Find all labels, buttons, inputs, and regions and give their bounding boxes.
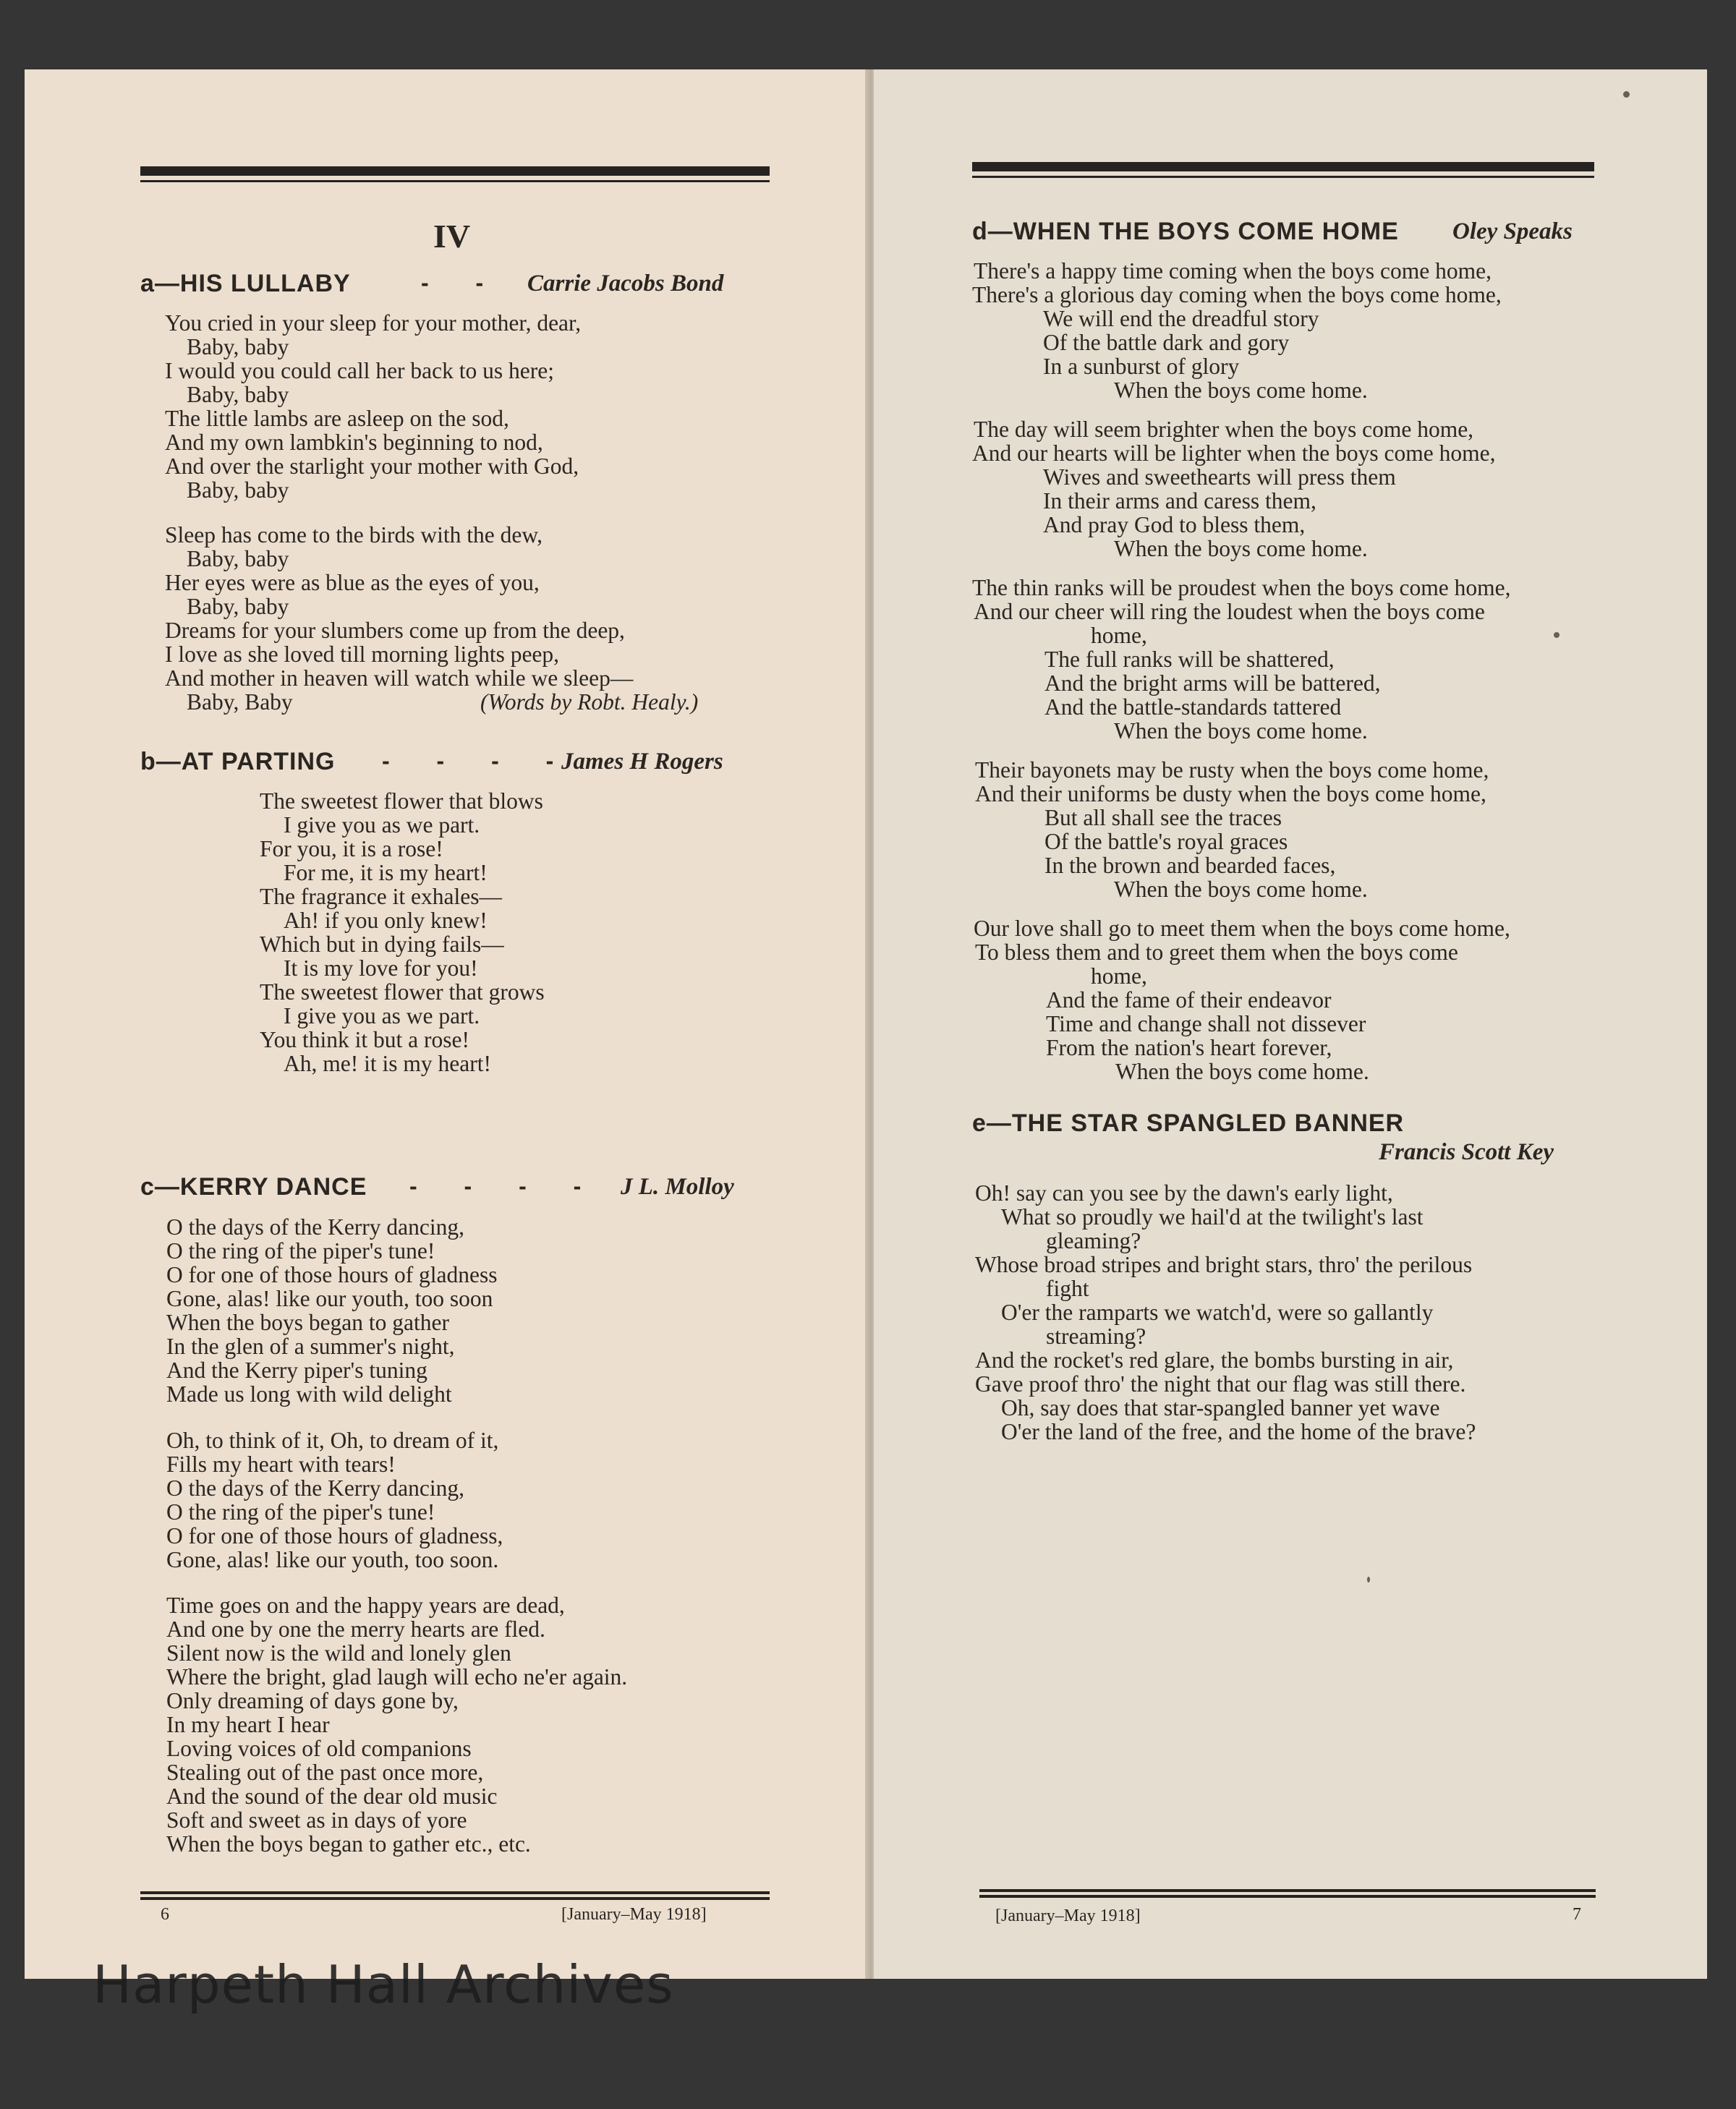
- lyric-line: Oh, say does that star-spangled banner yet wave: [1001, 1395, 1440, 1420]
- lyric-line: And the Kerry piper's tuning: [166, 1358, 427, 1383]
- lyric-line: But all shall see the traces: [1044, 805, 1282, 830]
- lyric-line: Time goes on and the happy years are dead,: [166, 1593, 565, 1618]
- page-number: 6: [161, 1905, 169, 1924]
- lyric-line: O the ring of the piper's tune!: [166, 1238, 435, 1264]
- lyric-line: O for one of those hours of gladness,: [166, 1523, 503, 1548]
- lyric-line: Of the battle dark and gory: [1043, 330, 1290, 355]
- page-number: 7: [1573, 1905, 1581, 1924]
- lyric-line: O the ring of the piper's tune!: [166, 1499, 435, 1525]
- lyric-line: Baby, baby: [187, 594, 289, 619]
- lyric-line: Baby, baby: [187, 334, 289, 359]
- lyric-line: Where the bright, glad laugh will echo ne'er again.: [166, 1664, 628, 1690]
- lyric-line: Which but in dying fails—: [260, 932, 504, 957]
- lyric-line: Of the battle's royal graces: [1044, 829, 1288, 854]
- section-b-dashes: - - - -: [382, 748, 574, 774]
- section-d-title: d—WHEN THE BOYS COME HOME: [972, 218, 1399, 245]
- lyric-line: Baby, baby: [187, 382, 289, 407]
- bottom-rule-1: [140, 1891, 770, 1894]
- top-rule-thin: [140, 180, 770, 182]
- lyric-line: There's a glorious day coming when the boys come home,: [972, 282, 1502, 307]
- lyric-line: Gone, alas! like our youth, too soon.: [166, 1547, 499, 1572]
- section-a-composer: Carrie Jacobs Bond: [527, 270, 724, 297]
- lyric-line: Wives and sweethearts will press them: [1043, 464, 1396, 490]
- lyric-line: Ah! if you only knew!: [284, 908, 488, 933]
- lyric-line: O'er the land of the free, and the home of the brave?: [1001, 1419, 1476, 1444]
- bottom-rule-1: [979, 1889, 1596, 1892]
- lyric-line: For me, it is my heart!: [284, 860, 488, 885]
- lyric-line: I would you could call her back to us here;: [165, 358, 554, 383]
- lyric-line: Silent now is the wild and lonely glen: [166, 1640, 511, 1666]
- lyric-line: And our hearts will be lighter when the boys come home,: [972, 440, 1496, 466]
- lyric-line: Oh, to think of it, Oh, to dream of it,: [166, 1428, 499, 1453]
- lyric-line: Loving voices of old companions: [166, 1736, 472, 1761]
- lyric-line: O for one of those hours of gladness: [166, 1262, 498, 1287]
- lyric-line: fight: [1046, 1276, 1089, 1301]
- footer-date: [January–May 1918]: [995, 1906, 1141, 1925]
- top-rule-thick: [972, 162, 1594, 171]
- paper-spot: [1367, 1577, 1370, 1582]
- lyric-line: In their arms and caress them,: [1043, 488, 1316, 514]
- lyric-line: home,: [1091, 963, 1147, 989]
- lyric-line: I love as she loved till morning lights peep,: [165, 642, 560, 667]
- lyric-line: We will end the dreadful story: [1043, 306, 1319, 331]
- section-a-dashes: - -: [421, 270, 504, 296]
- lyric-line: O'er the ramparts we watch'd, were so gallantly: [1001, 1300, 1434, 1325]
- lyric-line: What so proudly we hail'd at the twilight's last: [1001, 1204, 1424, 1230]
- lyric-line: Our love shall go to meet them when the boys come home,: [974, 916, 1510, 941]
- lyric-line: Soft and sweet as in days of yore: [166, 1807, 467, 1833]
- section-b-title: b—AT PARTING: [140, 748, 336, 775]
- section-d-composer: Oley Speaks: [1452, 218, 1573, 244]
- paper-spot: [1623, 91, 1630, 98]
- bottom-rule-2: [140, 1897, 770, 1900]
- lyric-line: Only dreaming of days gone by,: [166, 1688, 459, 1713]
- section-a-title: a—HIS LULLABY: [140, 270, 351, 297]
- lyric-line: And the bright arms will be battered,: [1044, 670, 1381, 696]
- lyric-line: And over the starlight your mother with God,: [165, 453, 579, 479]
- archive-watermark: Harpeth Hall Archives: [93, 1954, 674, 2015]
- footer-date: [January–May 1918]: [561, 1905, 707, 1924]
- lyric-line: And the fame of their endeavor: [1046, 987, 1332, 1013]
- lyric-line: For you, it is a rose!: [260, 836, 443, 861]
- lyric-line: When the boys come home.: [1114, 877, 1368, 902]
- lyric-line: When the boys began to gather etc., etc.: [166, 1831, 531, 1857]
- lyric-line: And mother in heaven will watch while we sleep—: [165, 665, 634, 691]
- lyric-line: In a sunburst of glory: [1043, 354, 1240, 379]
- words-credit: (Words by Robt. Healy.): [480, 689, 699, 715]
- lyric-line: You cried in your sleep for your mother, dear,: [165, 310, 582, 336]
- lyric-line: The full ranks will be shattered,: [1044, 647, 1335, 672]
- lyric-line: streaming?: [1046, 1324, 1146, 1349]
- roman-numeral: IV: [433, 218, 471, 255]
- lyric-line: Baby, baby: [187, 546, 289, 571]
- lyric-line: When the boys come home.: [1115, 1059, 1369, 1084]
- lyric-line: Her eyes were as blue as the eyes of you,: [165, 570, 540, 595]
- lyric-line: And pray God to bless them,: [1043, 512, 1306, 537]
- top-rule-thick: [140, 166, 770, 176]
- lyric-line: When the boys began to gather: [166, 1310, 449, 1335]
- lyric-line: The sweetest flower that blows: [260, 788, 543, 814]
- section-b-composer: James H Rogers: [561, 749, 723, 775]
- right-page: [874, 69, 1707, 1979]
- lyric-line: The thin ranks will be proudest when the boys come home,: [972, 575, 1511, 600]
- left-page: [25, 69, 869, 1979]
- lyric-line: O the days of the Kerry dancing,: [166, 1475, 464, 1501]
- lyric-line: And one by one the merry hearts are fled.: [166, 1616, 545, 1642]
- lyric-line: Whose broad stripes and bright stars, thro' the perilous: [975, 1252, 1473, 1277]
- lyric-line: And my own lambkin's beginning to nod,: [165, 430, 543, 455]
- lyric-line: The fragrance it exhales—: [260, 884, 502, 909]
- lyric-line: In the glen of a summer's night,: [166, 1334, 455, 1359]
- lyric-line: I give you as we part.: [284, 1003, 480, 1028]
- paper-spot: [1554, 632, 1560, 638]
- bottom-rule-2: [979, 1895, 1596, 1898]
- lyric-line: The sweetest flower that grows: [260, 979, 545, 1005]
- lyric-line: And the battle-standards tattered: [1044, 694, 1342, 720]
- lyric-line: To bless them and to greet them when the boys come: [975, 940, 1458, 965]
- lyric-line: I give you as we part.: [284, 812, 480, 838]
- lyric-line: O the days of the Kerry dancing,: [166, 1214, 464, 1240]
- lyric-line: In my heart I hear: [166, 1712, 330, 1737]
- lyric-line: Gone, alas! like our youth, too soon: [166, 1286, 493, 1311]
- lyric-line: In the brown and bearded faces,: [1044, 853, 1336, 878]
- lyric-line: And our cheer will ring the loudest when the boys come: [974, 599, 1485, 624]
- lyric-line: And the rocket's red glare, the bombs bursting in air,: [975, 1347, 1454, 1373]
- lyric-line: Dreams for your slumbers come up from the deep,: [165, 618, 625, 643]
- lyric-line: When the boys come home.: [1114, 378, 1368, 403]
- lyric-line: Ah, me! it is my heart!: [284, 1051, 491, 1076]
- lyric-line: The little lambs are asleep on the sod,: [165, 406, 509, 431]
- lyric-line: When the boys come home.: [1114, 718, 1368, 744]
- lyric-line: Sleep has come to the birds with the dew,: [165, 522, 542, 548]
- lyric-line: There's a happy time coming when the boys come home,: [974, 258, 1492, 284]
- section-c-dashes: - - - -: [409, 1173, 602, 1199]
- lyric-line: The day will seem brighter when the boys come home,: [974, 417, 1474, 442]
- lyric-line: Stealing out of the past once more,: [166, 1760, 484, 1785]
- lyric-line: gleaming?: [1046, 1228, 1141, 1253]
- lyric-line: Baby, Baby: [187, 689, 293, 715]
- section-c-composer: J L. Molloy: [621, 1174, 734, 1200]
- lyric-line: Their bayonets may be rusty when the boys come home,: [975, 757, 1489, 783]
- lyric-line: And their uniforms be dusty when the boys come home,: [975, 781, 1486, 806]
- section-e-composer: Francis Scott Key: [1379, 1139, 1554, 1165]
- lyric-line: And the sound of the dear old music: [166, 1784, 498, 1809]
- lyric-line: Oh! say can you see by the dawn's early light,: [975, 1180, 1393, 1206]
- lyric-line: When the boys come home.: [1114, 536, 1368, 561]
- lyric-line: Gave proof thro' the night that our flag was still there.: [975, 1371, 1466, 1397]
- lyric-line: Time and change shall not dissever: [1046, 1011, 1366, 1036]
- section-e-title: e—THE STAR SPANGLED BANNER: [972, 1109, 1405, 1137]
- lyric-line: From the nation's heart forever,: [1046, 1035, 1332, 1060]
- lyric-line: You think it but a rose!: [260, 1027, 469, 1052]
- lyric-line: Made us long with wild delight: [166, 1381, 452, 1407]
- lyric-line: home,: [1091, 623, 1147, 648]
- lyric-line: Fills my heart with tears!: [166, 1452, 396, 1477]
- lyric-line: It is my love for you!: [284, 955, 478, 981]
- top-rule-thin: [972, 176, 1594, 178]
- section-c-title: c—KERRY DANCE: [140, 1173, 367, 1201]
- lyric-line: Baby, baby: [187, 477, 289, 503]
